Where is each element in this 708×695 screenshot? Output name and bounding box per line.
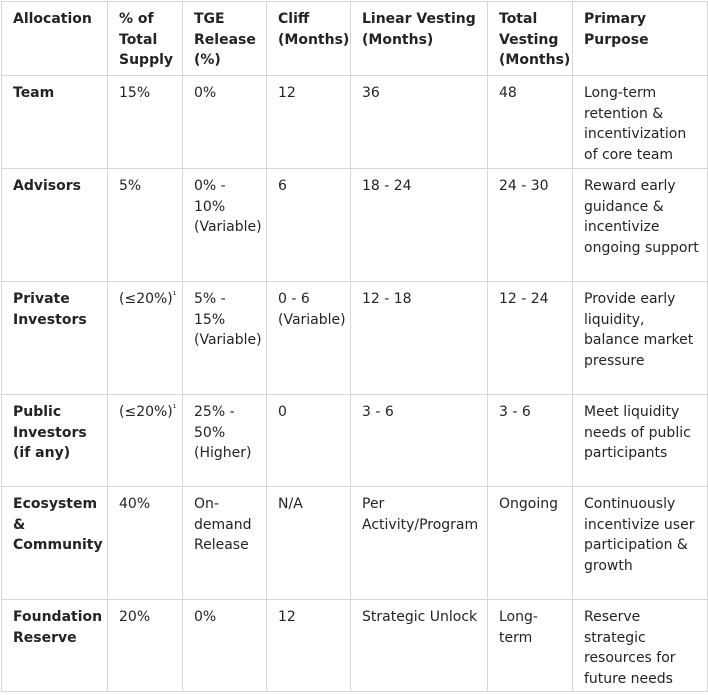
supply-value: (≤20%) (119, 291, 173, 307)
header-primary-purpose: Primary Purpose (573, 2, 708, 76)
table-header-row (2, 2, 708, 76)
purpose-cell: Provide early liquidity, balance market pressure (573, 282, 708, 395)
linear-vesting-cell: 12 - 18 (351, 282, 488, 395)
table-row (2, 487, 708, 600)
supply-value: 20% (119, 609, 151, 625)
header-total-vesting: Total Vesting (Months) (488, 2, 573, 76)
table-row (2, 395, 708, 487)
header-linear-vesting: Linear Vesting (Months) (351, 2, 488, 76)
linear-vesting-cell: 3 - 6 (351, 395, 488, 487)
linear-vesting-cell: Per Activity/Program (351, 487, 488, 600)
supply-value: 40% (119, 496, 151, 512)
supply-value: 5% (119, 178, 142, 194)
supply-cell (108, 76, 183, 169)
tge-cell: 5% - 15% (Variable) (183, 282, 267, 395)
supply-cell (108, 600, 183, 692)
purpose-cell: Reward early guidance & incentivize ongoing support (573, 169, 708, 282)
supply-cell (108, 169, 183, 282)
tge-cell: 25% - 50% (Higher) (183, 395, 267, 487)
allocation-cell: Advisors (2, 169, 108, 282)
footnote-marker: ¹ (172, 404, 177, 414)
token-vesting-table (1, 1, 708, 692)
supply-cell (108, 395, 183, 487)
linear-vesting-cell: Strategic Unlock (351, 600, 488, 692)
total-vesting-cell: Ongoing (488, 487, 573, 600)
purpose-cell: Long-term retention & incentivization of core team (573, 76, 708, 169)
cliff-cell: 0 (267, 395, 351, 487)
footnote-marker: ¹ (172, 291, 177, 301)
cliff-cell: N/A (267, 487, 351, 600)
linear-vesting-cell: 36 (351, 76, 488, 169)
supply-cell (108, 487, 183, 600)
cliff-cell: 6 (267, 169, 351, 282)
table-row (2, 600, 708, 692)
header-tge-release: TGE Release (%) (183, 2, 267, 76)
supply-cell (108, 282, 183, 395)
header-total-supply: % of Total Supply (108, 2, 183, 76)
cliff-cell: 12 (267, 600, 351, 692)
total-vesting-cell: Long-term (488, 600, 573, 692)
purpose-cell: Meet liquidity needs of public participants (573, 395, 708, 487)
total-vesting-cell: 12 - 24 (488, 282, 573, 395)
cliff-cell: 0 - 6 (Variable) (267, 282, 351, 395)
tge-cell: 0% (183, 76, 267, 169)
purpose-cell: Continuously incentivize user participation & growth (573, 487, 708, 600)
header-cliff: Cliff (Months) (267, 2, 351, 76)
allocation-cell: Foundation Reserve (2, 600, 108, 692)
header-allocation: Allocation (2, 2, 108, 76)
allocation-cell: Ecosystem & Community (2, 487, 108, 600)
total-vesting-cell: 3 - 6 (488, 395, 573, 487)
total-vesting-cell: 24 - 30 (488, 169, 573, 282)
linear-vesting-cell: 18 - 24 (351, 169, 488, 282)
allocation-cell: Private Investors (2, 282, 108, 395)
table-row (2, 169, 708, 282)
table-row (2, 76, 708, 169)
supply-value: 15% (119, 85, 151, 101)
total-vesting-cell: 48 (488, 76, 573, 169)
purpose-cell: Reserve strategic resources for future needs (573, 600, 708, 692)
allocation-cell: Team (2, 76, 108, 169)
cliff-cell: 12 (267, 76, 351, 169)
supply-value: (≤20%) (119, 404, 173, 420)
tge-cell: 0% - 10% (Variable) (183, 169, 267, 282)
tge-cell: 0% (183, 600, 267, 692)
table-row (2, 282, 708, 395)
allocation-cell: Public Investors (if any) (2, 395, 108, 487)
tge-cell: On-demand Release (183, 487, 267, 600)
